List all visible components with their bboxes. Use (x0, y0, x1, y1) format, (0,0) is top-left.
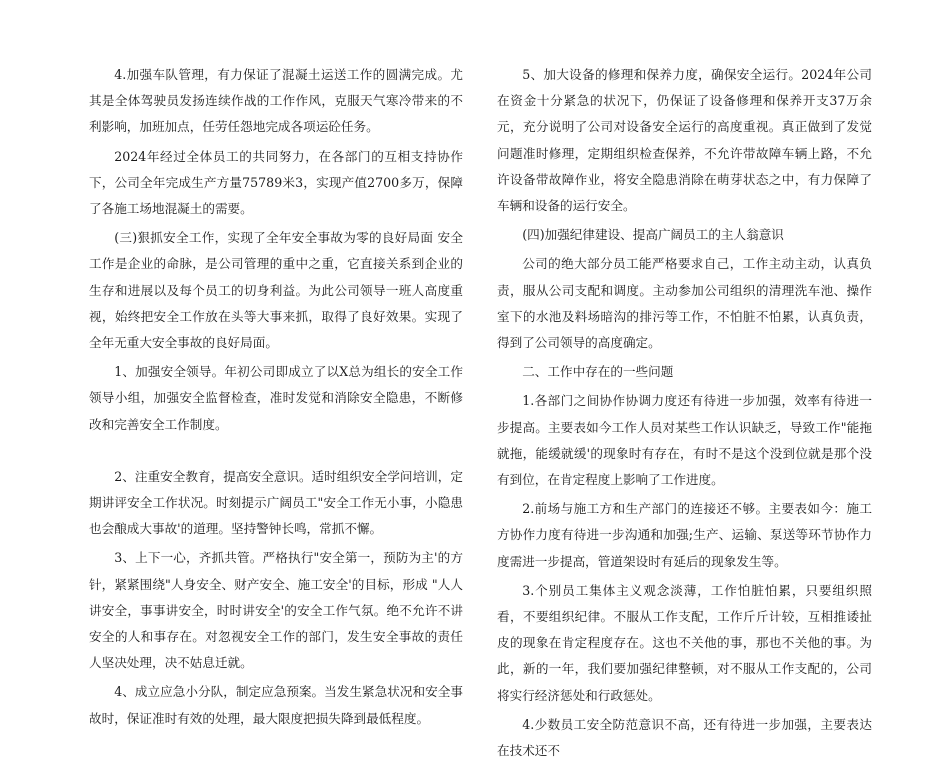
paragraph: 2024年经过全体员工的共同努力，在各部门的互相支持协作下，公司全年完成生产方量75789米3，实现产值2700多万，保障了各施工场地混凝土的需要。 (89, 148, 463, 217)
paragraph: 5、加大设备的修理和保养力度，确保安全运行。2024年公司在资金十分紧急的状况下，仍保证了设备修理和保养开支37万余元，充分说明了公司对设备安全运行的高度重视。真正做到了发觉问题准时修理，定期组织检查保养，不允许带故障车辆上路，不允许设备带故障作业，将安全隐患消除在萌芽状态之中，有力保障了车辆和设备的运行安全。 (497, 67, 872, 214)
paragraph: (三)狠抓安全工作，实现了全年安全事故为零的良好局面 安全工作是企业的命脉，是公司管理的重中之重，它直接关系到企业的生存和进展以及每个员工的切身利益。为此公司领导一班人高度重视，始终把安全工作放在头等大事来抓，取得了良好效果。实现了全年无重大安全事故的良好局面。 (89, 230, 463, 351)
paragraph: 2、注重安全教育，提高安全意识。适时组织安全学问培训，定期讲评安全工作状况。时刻提示广阔员工"安全工作无小事，小隐患也会酿成大事故'的道理。坚持警钟长鸣，常抓不懈。 (89, 468, 463, 537)
paragraph: 2.前场与施工方和生产部门的连接还不够。主要表如今：施工方协作力度有待进一步沟通和加强;生产、运输、泵送等环节协作力度需进一步提高，管道架设时有延后的现象发生等。 (497, 501, 872, 569)
paragraph: 公司的绝大部分员工能严格要求自己，工作主动主动，认真负责，服从公司支配和调度。主动参加公司组织的清理洗车池、操作室下的水池及料场暗沟的排污等工作，不怕脏不怕累，认真负责，得到了公司领导的高度确定。 (497, 256, 872, 351)
paragraph: 1、加强安全领导。年初公司即成立了以X总为组长的安全工作领导小组，加强安全监督检查，准时发觉和消除安全隐患，不断修改和完善安全工作制度。 (89, 364, 463, 432)
left-column (89, 62, 463, 735)
paragraph: 1.各部门之间协作协调力度还有待进一步加强，效率有待进一步提高。主要表如今工作人员对某些工作认识缺乏，导致工作"能拖就拖，能缓就缓'的现象时有存在，有时不是这个没到位就是那个没有到位，在肯定程度上影响了工作进度。 (497, 393, 872, 488)
section-heading: (四)加强纪律建设、提高广阔员工的主人翁意识 (522, 227, 784, 243)
right-column (497, 62, 872, 767)
section-heading: 二、工作中存在的一些问题 (522, 364, 674, 380)
paragraph: 4.少数员工安全防范意识不高，还有待进一步加强，主要表达在技术还不 (497, 716, 872, 759)
paragraph: 4、成立应急小分队，制定应急预案。当发生紧急状况和安全事故时，保证准时有效的处理，最大限度把损失降到最低程度。 (89, 684, 463, 726)
paragraph: 3、上下一心，齐抓共管。严格执行"安全第一，预防为主'的方针，紧紧围绕"人身安全、财产安全、施工安全'的目标，形成 "人人讲安全，事事讲安全，时时讲安全'的安全工作气氛。绝不允许不讲安全的人和事存在。对忽视安全工作的部门，发生安全事故的责任人坚决处理，决不姑息迁就。 (89, 550, 463, 671)
paragraph: 4.加强车队管理，有力保证了混凝土运送工作的圆满完成。尤其是全体驾驶员发扬连续作战的工作作风，克服天气寒冷带来的不利影响，加班加点，任劳任怨地完成各项运砼任务。 (89, 67, 463, 135)
paragraph: 3.个别员工集体主义观念淡薄，工作怕脏怕累，只要组织照看，不要组织纪律。不服从工作支配，工作斤斤计较，互相推诿扯皮的现象在肯定程度存在。这也不关他的事，那也不关他的事。为此，新的一年，我们要加强纪律整顿，对不服从工作支配的，公司将实行经济惩处和行政惩处。 (497, 582, 872, 703)
